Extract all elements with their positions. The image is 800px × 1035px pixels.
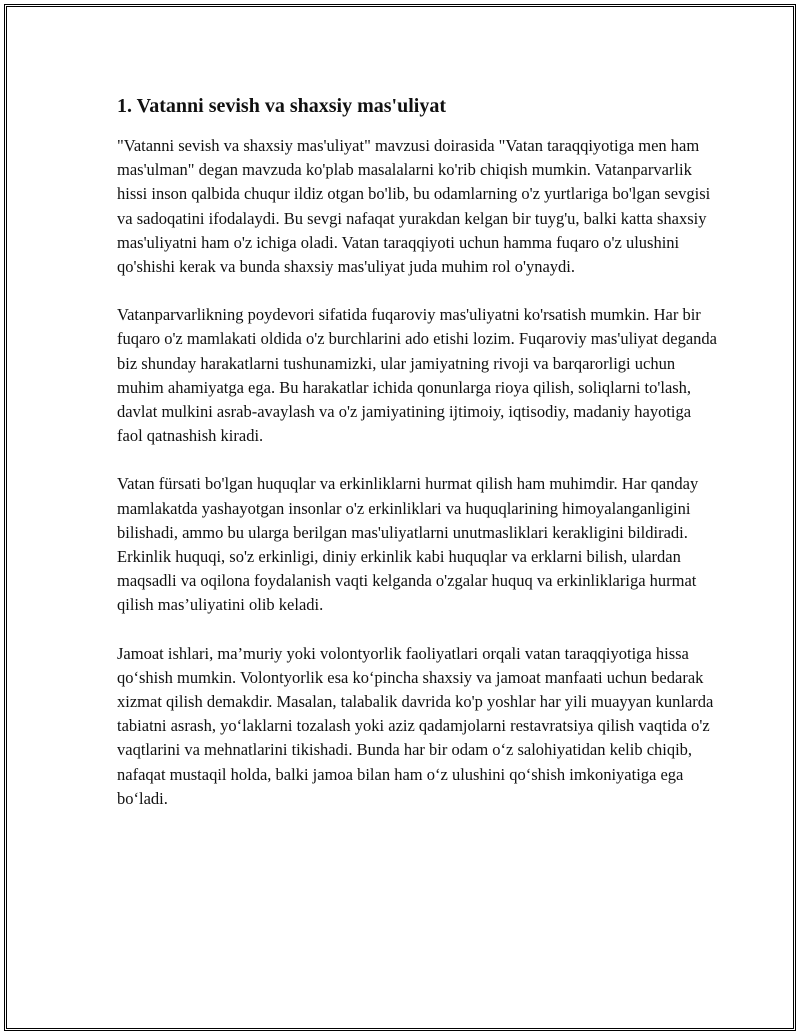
paragraph-4: Jamoat ishlari, ma’muriy yoki volontyorlik faoliyatlari orqali vatan taraqqiyotiga hissa qo‘shish mumkin. Volontyorlik esa ko‘pincha shaxsiy va jamoat manfaati uchun bedarak xizmat qilish demakdir. Masalan, talabalik davrida ko'p yoshlar har yili muayyan kunlarda tabiatni asrash, yo‘laklarni tozalash yoki aziz qadamjolarni restavratsiya qilish vaqtida o'z vaqtlarini va mehnatlarini tikishadi. Bunda har bir odam o‘z salohiyatidan kelib chiqib, nafaqat mustaqil holda, balki jamoa bilan ham o‘z ulushini qo‘shish imkoniyatiga ega bo‘ladi. [117,643,714,808]
paragraph-3: Vatan fürsati bo'lgan huquqlar va erkinliklarni hurmat qilish ham muhimdir. Har qanday mamlakatda yashayotgan insonlar o'z erkinliklari va huquqlarining himoyalanganligini bilishadi, ammo bu ularga berilgan mas'uliyatlarni unutmasliklari kerakligini bildiradi. Erkinlik huquqi, so'z erkinligi, diniy erkinlik kabi huquqlar va erklarni bilish, ulardan maqsadli va oqilona foydalanish vaqti kelganda o'zgalar huquq va erkinliklariga hurmat qilish mas’uliyatini olib keladi. [117,474,699,615]
paragraph-2: Vatanparvarlikning poydevori sifatida fuqaroviy mas'uliyatni ko'rsatish mumkin. Har bir fuqaro o'z mamlakati oldida o'z burchlarini ado etishi lozim. Fuqaroviy mas'uliyat deganda biz shunday harakatlarni tushunamizki, ular jamiyatning rivoji va barqarorligi uchun muhim ahamiyatga ega. Bu harakatlar ichida qonunlarga rioya qilish, soliqlarni to'lash, davlat mulkini asrab-avaylash va o'z jamiyatining ijtimoiy, iqtisodiy, madaniy hayotiga faol qatnashish kiradi. [117,305,718,446]
document-body [117,94,717,835]
paragraph-1: "Vatanni sevish va shaxsiy mas'uliyat" mavzusi doirasida "Vatan taraqqiyotiga men ham mas'ulman" degan mavzuda ko'plab masalalarni ko'rib chiqish mumkin. Vatanparvarlik hissi inson qalbida chuqur ildiz otgan bo'lib, bu odamlarning o'z yurtlariga bo'lgan sevgisi va sadoqatini ifodalaydi. Bu sevgi nafaqat yurakdan kelgan bir tuyg'u, balki katta shaxsiy mas'uliyatni ham o'z ichiga oladi. Vatan taraqqiyoti uchun hamma fuqaro o'z ulushini qo'shishi kerak va bunda shaxsiy mas'uliyat juda muhim rol o'ynaydi. [117,136,711,277]
document-title: 1. Vatanni sevish va shaxsiy mas'uliyat [117,95,446,117]
